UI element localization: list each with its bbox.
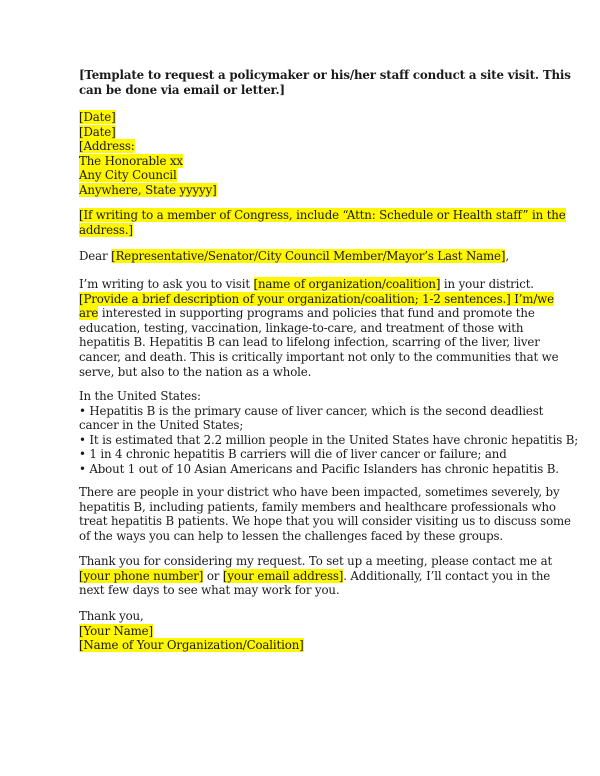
intro-text: serve, but also to the nation as a whole.	[79, 364, 312, 379]
impact-text: treat hepatitis B patients. We hope that you will consider visiting us to discuss some	[79, 514, 571, 529]
address-label: [Address:	[79, 139, 135, 154]
congress-note	[79, 208, 566, 237]
intro-text: education, testing, vaccination, linkage-to-care, and treatment of those with	[79, 320, 524, 335]
template-heading	[79, 68, 571, 97]
contact-paragraph	[79, 554, 553, 598]
facts-heading: In the United States:	[79, 389, 201, 403]
salutation	[79, 249, 529, 264]
congress-note-line: address.]	[79, 222, 133, 237]
organization-name-placeholder: [Name of Your Organization/Coalition]	[79, 638, 304, 653]
date-placeholder: [Date]	[79, 124, 116, 139]
organization-placeholder: [name of organization/coalition]	[253, 277, 441, 291]
impact-text: hepatitis B, including patients, family members and healthcare professionals who	[79, 499, 556, 514]
intro-text: hepatitis B. Hepatitis B can lead to lifelong infection, scarring of the liver, liver	[79, 335, 540, 350]
fact-bullet: • 1 in 4 chronic hepatitis B carriers will die of liver cancer or failure; and	[79, 447, 507, 462]
intro-text: interested in supporting programs and policies that fund and promote the	[98, 306, 535, 321]
contact-text: Thank you for considering my request. To set up a meeting, please contact me at	[79, 554, 553, 568]
fact-bullet: cancer in the United States;	[79, 418, 244, 433]
intro-text: cancer, and death. This is critically important not only to the communities that we	[79, 349, 559, 364]
date-placeholder: [Date]	[79, 110, 116, 124]
salutation-suffix: ,	[505, 249, 509, 263]
impact-text: of the ways you can help to lessen the challenges faced by these groups.	[79, 528, 504, 543]
address-block	[79, 110, 529, 198]
fact-bullet: • Hepatitis B is the primary cause of liver cancer, which is the second deadliest	[79, 403, 544, 418]
email-placeholder: [your email address]	[222, 568, 344, 583]
recipient-honorable: The Honorable xx	[79, 153, 183, 168]
description-placeholder: [Provide a brief description of your organization/coalition; 1-2 sentences.] I’m/we	[79, 291, 554, 306]
heading-line: can be done via email or letter.]	[79, 82, 285, 97]
contact-text: next few days to see what may work for you.	[79, 583, 340, 598]
intro-text: in your district.	[440, 277, 534, 291]
contact-text: or	[203, 568, 223, 583]
recipient-council: Any City Council	[79, 168, 177, 183]
salutation-name-placeholder: [Representative/Senator/City Council Member/Mayor’s Last Name]	[111, 249, 506, 263]
impact-paragraph	[79, 485, 571, 543]
heading-line: [Template to request a policymaker or his/her staff conduct a site visit. This	[79, 68, 571, 82]
your-name-placeholder: [Your Name]	[79, 623, 153, 638]
phone-placeholder: [your phone number]	[79, 568, 204, 583]
intro-text: I’m writing to ask you to visit	[79, 277, 254, 291]
description-placeholder: are	[79, 306, 99, 321]
closing-block	[79, 609, 529, 653]
impact-text: There are people in your district who have been impacted, sometimes severely, by	[79, 485, 560, 499]
fact-bullet: • About 1 out of 10 Asian Americans and Pacific Islanders has chronic hepatitis B.	[79, 461, 559, 476]
congress-note-line: [If writing to a member of Congress, include “Attn: Schedule or Health staff” in the	[79, 208, 566, 222]
salutation-prefix: Dear	[79, 249, 112, 263]
closing-thanks: Thank you,	[79, 609, 144, 623]
contact-text: . Additionally, I’ll contact you in the	[343, 568, 551, 583]
fact-bullet: • It is estimated that 2.2 million people in the United States have chronic hepatitis B;	[79, 432, 579, 447]
recipient-city: Anywhere, State yyyyy]	[79, 182, 217, 197]
intro-paragraph	[79, 277, 559, 379]
facts-section	[79, 389, 579, 477]
